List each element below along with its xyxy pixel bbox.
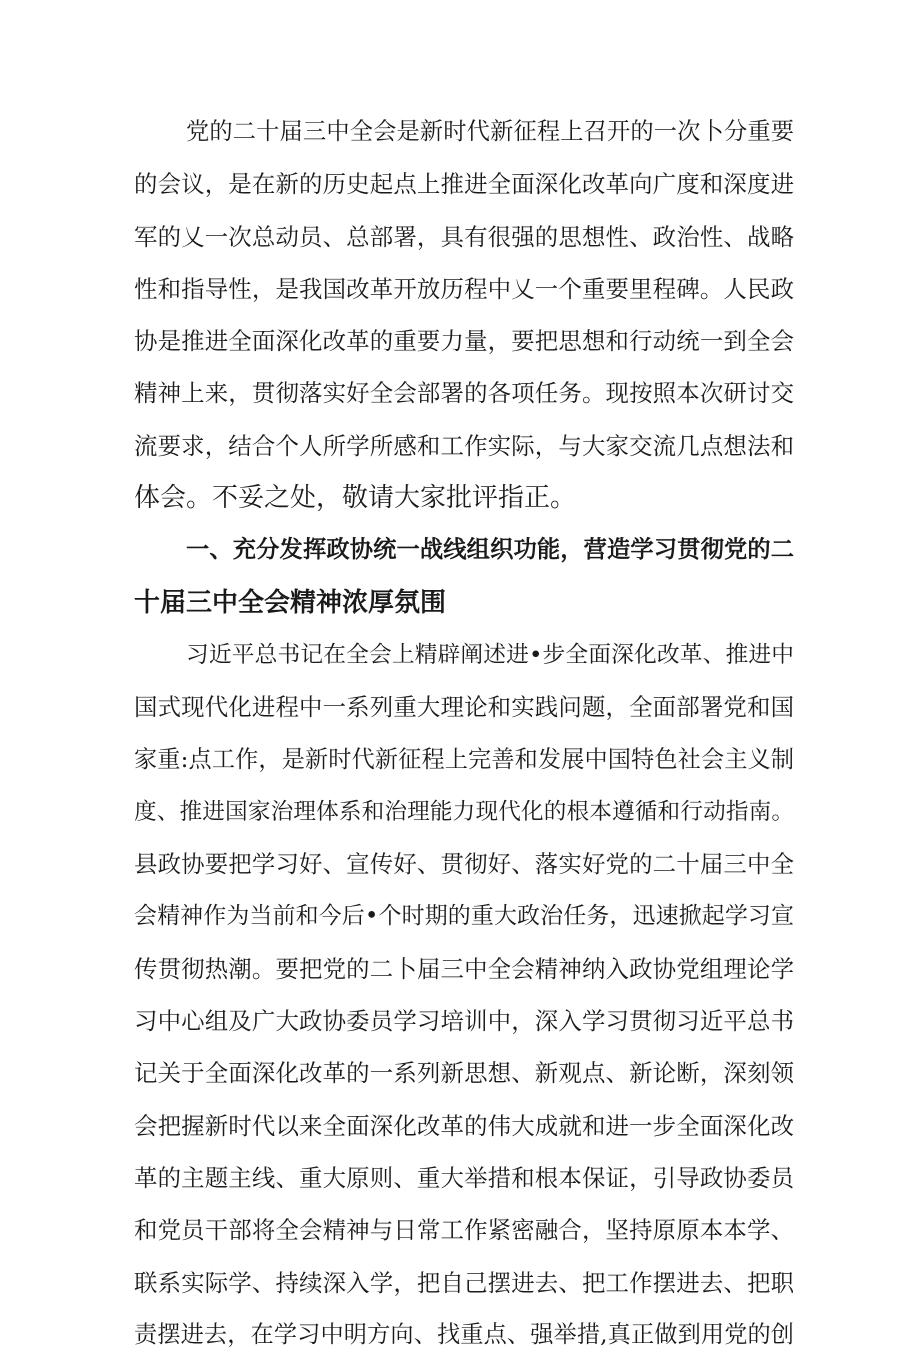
text-line: 国式现代化进程中一系列重大理论和实践问题，全面部署党和国 (134, 693, 794, 722)
text-line: 会把握新时代以来全面深化改革的伟大成就和进一步全面深化改 (134, 1111, 794, 1140)
paragraph-section-one (134, 629, 794, 1361)
heading-line: 一、充分发挥政协统一战线组织功能，营造学习贯彻党的二 (186, 536, 794, 564)
text-line: 县政协要把学习好、宣传好、贯彻好、落实好党的二十届三中全 (134, 850, 794, 879)
text-line: 革的主题主线、重大原则、重大举措和根本保证，引导政协委员 (134, 1163, 794, 1192)
text-line: 记关于全面深化改革的一系列新思想、新观点、新论断，深刻领 (134, 1059, 794, 1088)
text-line: 性和指导性，是我国改革开放历程中乂一个重要里程碑。人民政 (134, 274, 794, 303)
text-line: 家重:点工作，是新时代新征程上完善和发展中国特色社会主义制 (134, 746, 794, 773)
document-body (134, 106, 794, 1361)
text-line: 习中心组及广大政协委员学习培训中，深入学习贯彻习近平总书 (134, 1007, 794, 1036)
text-line: 责摆进去，在学习中明方向、找重点、强举措,真正做到用党的创 (134, 1320, 794, 1348)
text-line: 和党员干部将全会精神与日常工作紧密融合，坚持原原本本学、 (134, 1216, 794, 1245)
paragraph-intro (134, 106, 794, 524)
text-line: 会精神作为当前和今后•个时期的重大政治任务，迅速掀起学习宣 (134, 903, 794, 930)
text-line: 联系实际学、持续深入学，把自己摆进去、把工作摆进去、把职 (134, 1268, 794, 1297)
text-line: 党的二十届三中全会是新时代新征程上召开的一次卜分重要 (186, 118, 794, 145)
text-line: 协是推进全面深化改革的重要力量，要把思想和行动统一到全会 (134, 327, 794, 356)
text-line: 体会。不妥之处，敬请大家批评指正。 (134, 483, 577, 514)
text-line: 精神上来，贯彻落实好全会部署的各项任务。现按照本次研讨交 (134, 379, 794, 408)
section-heading (134, 524, 794, 629)
text-line: 军的乂一次总动员、总部署，具有很强的思想性、政治性、战略 (134, 222, 794, 251)
text-line: 度、推进国家治理体系和治理能力现代化的根本遵循和行动指南。 (134, 798, 794, 825)
text-line: 习近平总书记在全会上精辟阐述进•步全面深化改革、推进中 (186, 641, 794, 668)
heading-line: 十届三中全会精神浓厚氛围 (134, 587, 447, 618)
text-line: 流要求，结合个人所学所感和工作实际，与大家交流几点想法和 (134, 431, 794, 460)
text-line: 的会议，是在新的历史起点上推进全面深化改革向广度和深度进 (134, 170, 794, 199)
text-line: 传贯彻热潮。要把党的二卜届三中全会精神纳入政协党组理论学 (134, 954, 794, 983)
